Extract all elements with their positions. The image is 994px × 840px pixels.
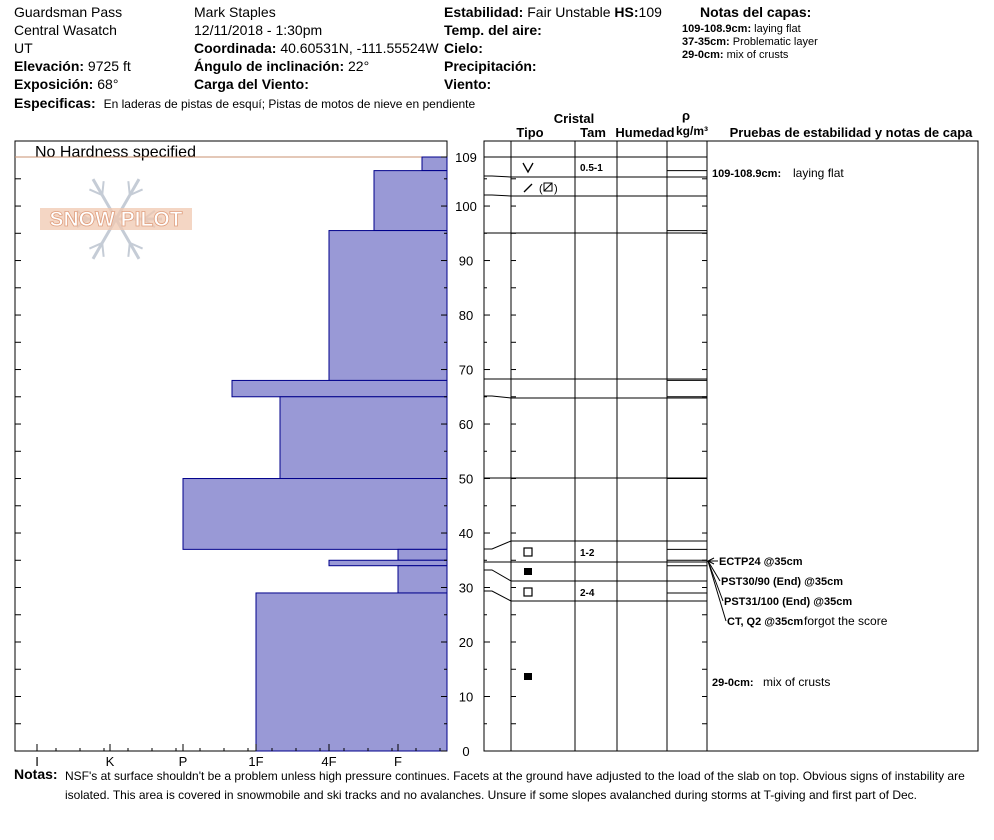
crystal-symbol-paren-open: ( <box>539 183 543 195</box>
layer-note-range: 109-108.9cm: <box>682 23 752 35</box>
height-tick-label: 50 <box>458 471 474 487</box>
hs-value: 109 <box>638 4 662 20</box>
elevation-label: Elevación: <box>14 58 85 74</box>
crystal-size: 0.5-1 <box>580 163 603 174</box>
crystal-size: 2-4 <box>580 588 595 599</box>
header-tam: Tam <box>580 125 606 140</box>
depth-connector <box>484 591 511 601</box>
height-tick-label: 80 <box>458 308 474 324</box>
crystal-symbol-melt-form <box>524 568 532 575</box>
stability-test-arrow <box>708 561 726 621</box>
air-temp-label: Temp. del aire: <box>444 22 542 38</box>
header-cristal: Cristal <box>553 111 595 126</box>
notes-line-2: isolated. This area is covered in snowmobile and ski tracks and no avalanches. Unsure if some slopes avalanched during storms at T-giving and first part of Dec. <box>65 788 917 802</box>
layer-annotation-text: laying flat <box>793 166 844 180</box>
hardness-tick-label: 1F <box>248 754 264 769</box>
mountain-range: Central Wasatch <box>14 22 117 38</box>
location: Guardsman Pass <box>14 4 123 20</box>
height-tick-label: 0 <box>462 744 470 759</box>
crystal-symbol-melt-form <box>524 673 532 680</box>
stability-test-label: PST31/100 (End) @35cm <box>724 596 853 608</box>
chart-title: No Hardness specified <box>35 144 196 161</box>
crystal-size: 1-2 <box>580 548 595 559</box>
crystal-symbol-facet <box>524 548 532 556</box>
height-tick-label: 40 <box>458 526 474 542</box>
slope-value: 22° <box>348 58 370 74</box>
height-tick-label: 30 <box>458 580 474 596</box>
notes-label: Notas: <box>14 766 58 782</box>
hardness-tick-label: I <box>35 754 39 769</box>
layer-annotation-range: 29-0cm: <box>712 677 754 689</box>
layer-note-text: Problematic layer <box>732 36 818 48</box>
hardness-bar <box>422 157 447 171</box>
stability-test-label: ECTP24 @35cm <box>719 556 803 568</box>
sky-label: Cielo: <box>444 40 483 56</box>
layer-note-range: 29-0cm: <box>682 49 724 61</box>
elevation-value: 9725 ft <box>87 58 131 74</box>
height-tick-label: 10 <box>458 689 474 705</box>
height-tick-label: 60 <box>458 417 474 433</box>
layer-notes-title: Notas del capas: <box>700 4 812 20</box>
header-rho: ρ <box>681 108 691 123</box>
layer-annotation-text: mix of crusts <box>763 675 831 689</box>
logo-text: SNOW PILOT <box>49 208 183 231</box>
datetime: 12/11/2018 - 1:30pm <box>194 22 323 38</box>
hardness-bar <box>398 549 447 560</box>
stability-label: Estabilidad: <box>444 4 524 20</box>
height-tick-label: 100 <box>455 199 477 215</box>
header-tipo: Tipo <box>516 125 544 140</box>
depth-connector <box>484 195 511 196</box>
crystal-symbol-facet-slash <box>544 183 552 191</box>
depth-connector <box>484 396 511 398</box>
stability-test-label: CT, Q2 @35cm <box>727 616 804 628</box>
crystal-symbol-paren-close: ) <box>554 183 558 195</box>
layer-note-text: mix of crusts <box>726 49 789 61</box>
coordinate-label: Coordinada: <box>194 40 277 56</box>
layer-note-text: laying flat <box>754 23 801 35</box>
depth-connector <box>484 570 511 581</box>
height-tick-label: 109 <box>455 150 477 165</box>
precip-label: Precipitación: <box>444 58 537 74</box>
height-tick-label: 90 <box>458 253 474 269</box>
hardness-bar <box>183 479 447 550</box>
specifics-label: Especificas: <box>14 95 96 111</box>
hardness-bar <box>374 171 447 231</box>
height-tick-label: 20 <box>458 635 474 651</box>
aspect-label: Exposición: <box>14 76 94 92</box>
hs-label: HS: <box>614 4 639 20</box>
crystal-symbol-precip <box>524 184 532 192</box>
height-tick-label: 70 <box>458 362 474 378</box>
hardness-tick-label: P <box>178 754 188 769</box>
header-humedad: Humedad <box>615 125 675 140</box>
wind-loading-label: Carga del Viento: <box>194 76 309 92</box>
depth-connector <box>484 176 511 177</box>
stability-test-label: PST30/90 (End) @35cm <box>721 576 843 588</box>
stability-value: Fair Unstable <box>527 4 611 20</box>
coordinate-value: 40.60531N, -111.55524W <box>280 40 439 56</box>
hardness-bar <box>329 231 447 381</box>
crystal-symbol-facet <box>524 588 532 596</box>
hardness-bar <box>256 593 447 751</box>
wind-label: Viento: <box>444 76 492 92</box>
state: UT <box>14 40 33 56</box>
header-tests: Pruebas de estabilidad y notas de capa <box>729 125 973 140</box>
notes-line-1: NSF's at surface shouldn't be a problem unless high pressure continues. Facets at the ground have adjusted to the load of the slab on top. Obvious signs of instability are <box>65 769 965 783</box>
hardness-bar <box>232 380 447 396</box>
stability-test-note: forgot the score <box>804 614 888 628</box>
hardness-tick-label: 4F <box>321 754 337 769</box>
hardness-bar <box>329 560 447 565</box>
hardness-bar <box>398 566 447 593</box>
specifics-value: En laderas de pistas de esquí; Pistas de motos de nieve en pendiente <box>103 97 476 111</box>
depth-connector <box>484 541 511 549</box>
layer-note-range: 37-35cm: <box>682 36 730 48</box>
aspect-value: 68° <box>97 76 119 92</box>
hardness-tick-label: K <box>105 754 115 769</box>
hardness-bar <box>280 397 447 479</box>
observer: Mark Staples <box>194 4 276 20</box>
header-density-unit: kg/m³ <box>675 124 709 138</box>
slope-label: Ángulo de inclinación: <box>194 58 345 74</box>
layer-annotation-range: 109-108.9cm: <box>712 168 782 180</box>
crystal-symbol-surface-hoar <box>523 163 533 172</box>
hardness-tick-label: F <box>394 754 402 769</box>
